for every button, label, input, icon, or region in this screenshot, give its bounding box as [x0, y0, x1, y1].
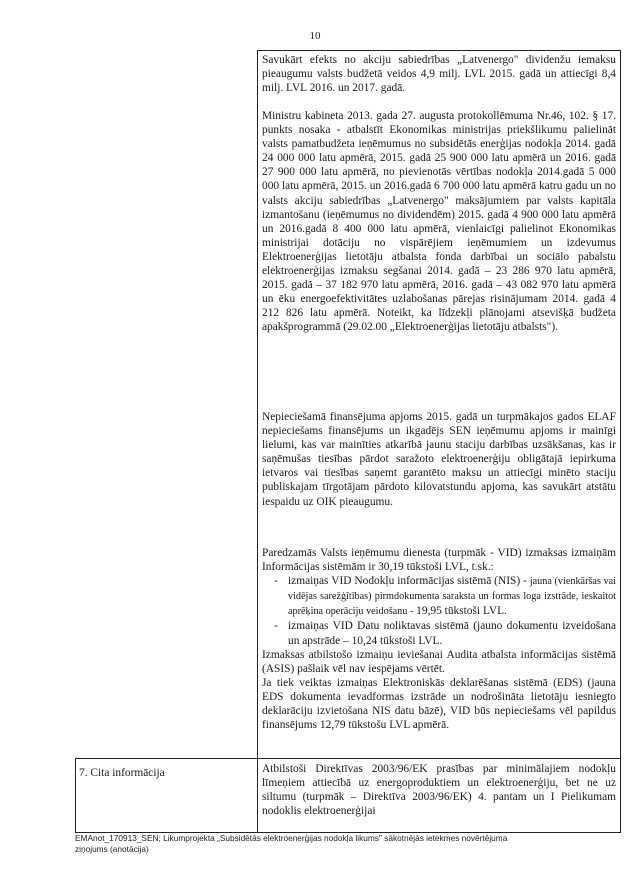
table-border-top	[257, 50, 621, 51]
list-item-main: izmaiņas VID Datu noliktavas sistēmā (jauno dokumentu izveidošana un apstrāde – 10,24 tūkstoši LVL.	[288, 620, 616, 647]
footer-line: EMAnot_170913_SEN; Likumprojekta „Subsidētās elektroenerģijas nodokļa likums" sākotnējās ietekmes novērtējuma	[75, 833, 508, 843]
table-border-left	[75, 758, 76, 832]
footer-line: ziņojums (anotācija)	[75, 843, 149, 854]
vid-intro: Paredzamās Valsts ieņēmumu dienesta (turpmāk - VID) izmaksas izmaiņām Informācijas sistēmām ir 30,19 tūkstoši LVL, t.sk.:	[262, 547, 616, 574]
page-number: 10	[309, 30, 321, 42]
table-row-separator	[75, 758, 621, 759]
cabinet-decision-paragraph: Ministru kabineta 2013. gada 27. augusta protokollēmuma Nr.46, 102. § 17. punkts nosaka - atbalstīt Ekonomikas ministrijas priekšlikumu palielināt valsts pamatbudžeta ieņēmumus no subsidētās enerģijas nodokļa 2014. gadā 24 000 000 latu apmērā, 2015. gadā 25 900 000 latu apmērā un 2016. gadā 27 900 000 latu apmērā, no pievienotās vērtības nodokļa 2014.gadā 5 000 000 latu apmērā, 2015. un 2016.gadā 6 700 000 latu apmērā katru gadu un no valsts akciju sabiedrības „Latvenergo" maksājumiem par valsts kapitāla izmantošanu (ieņēmumus no dividendēm) 2015. gadā 4 900 000 latu apmērā un 2016.gadā 8 400 000 latu apmērā, vienlaicīgi palielinot Ekonomikas ministrijai dotāciju no vispārējiem ieņēmumiem un izdevumus Elektroenerģijas lietotāju atbalsta fonda darbībai un sociālo pabalstu elektroenerģijas izmaksu segšanai 2014. gadā – 23 286 970 latu apmērā, 2015. gadā – 37 182 970 latu apmērā, 2016. gadā – 43 082 970 latu apmērā un ēku energoefektivitātes uzlabošanas pārejas risinājumam 2014. gadā 4 212 826 latu apmērā. Noteikt, ka līdzekļi plānojami atsevišķā budžeta apakšprogrammā (29.02.00 „Elektroenerģijas lietotāju atbalsts").	[262, 110, 616, 334]
vid-costs-section	[262, 546, 616, 732]
asis-paragraph: Izmaksas atbilstošo izmaiņu ieviešanai Audita atbalsta informācijas sistēmā (ASIS) pašlaik vēl nav iespējams vērtēt.	[262, 648, 616, 675]
financing-need-paragraph: Nepieciešamā finansējuma apjoms 2015. gadā un turpmākajos gados ELAF nepieciešams finansējums un ikgadējs SEN ieņēmumu apjoms ir mainīgi lielumi, kas var mainīties atkarībā jaunu staciju darbības uzsākšanas, kas ir saņēmušas tiesības pārdot saražoto elektroenerģiju obligātajā iepirkuma ietvaros vai tiesības saņemt garantēto maksu un attiecīgi minēto staciju publiskajam tīrgotājam pārdoto kilovatstundu apjoma, kas savukārt atstātu iespaidu uz OIK pieaugumu.	[262, 411, 616, 508]
list-item	[262, 619, 616, 647]
document-footer	[75, 833, 621, 854]
list-item-main: izmaiņas VID Nodokļu informācijas sistēmā (NIS) -	[288, 575, 527, 588]
table-divider-vertical	[257, 50, 258, 832]
annotation-table	[75, 50, 621, 832]
vid-costs-list	[262, 574, 616, 647]
directive-paragraph: Atbilstoši Direktīvas 2003/96/EK prasības par minimālajiem nodokļu līmeņiem attiecībā uz energoproduktiem un elektroenerģiju, bet ne uz siltumu (turpmāk – Direktīva 2003/96/EK) 4. pantam un I Pielikumam nodoklis elektroenerģijai	[262, 763, 616, 818]
list-item-detail: jauna (vienkāršas vai vidējas sarežģītības) pirmdokumenta saraksta un formas loga izstrāde, ieskaitot aprēķina operāciju veidošanu -	[288, 576, 617, 618]
eds-paragraph: Ja tiek veiktas izmaiņas Elektroniskās deklarēšanas sistēmā (EDS) (jauna EDS dokumenta ievadformas izstrāde un nodrošināta lietotāju iesniegto deklarāciju izvietošana NIS datu bāzē), VID būs nepieciešams vēl papildus finansējums 12,79 tūkstošu LVL apmērā.	[262, 676, 616, 732]
list-item-tail: 19,95 tūkstoši LVL.	[416, 605, 507, 618]
list-item	[262, 574, 616, 619]
table-border-right	[620, 50, 621, 832]
dividend-effect-paragraph: Savukārt efekts no akciju sabiedrības „Latvenergo" dividenžu iemaksu pieaugumu valsts budžetā veidos 4,9 milj. LVL 2015. gadā un attiecīgi 8,4 milj. LVL 2016. un 2017. gadā.	[262, 54, 616, 95]
row-label-other-info: 7. Cita informācija	[79, 767, 165, 779]
